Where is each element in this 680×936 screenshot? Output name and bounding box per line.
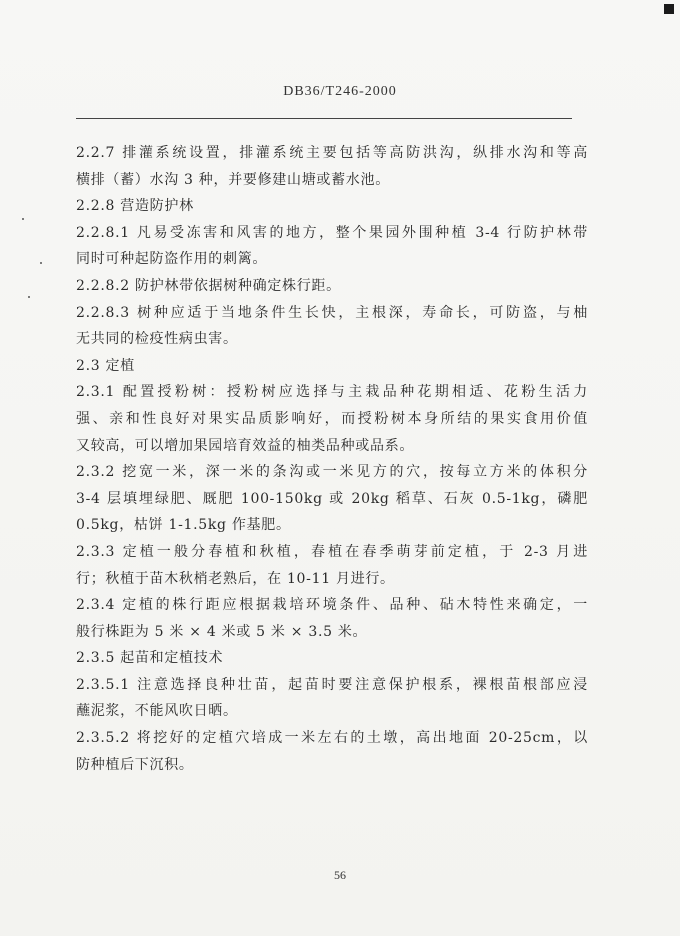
scan-speck bbox=[28, 296, 30, 298]
text-line: 2.3.5 起苗和定植技术 bbox=[76, 650, 224, 667]
text-line: 2.3.5.2 将挖好的定植穴培成一米左右的土墩，高出地面 20-25cm，以 bbox=[76, 730, 588, 747]
text-line: 2.3.4 定植的株行距应根据栽培环境条件、品种、砧木特性来确定，一 bbox=[76, 597, 588, 614]
text-line: 0.5kg，枯饼 1-1.5kg 作基肥。 bbox=[76, 517, 291, 534]
text-line: 2.2.8.1 凡易受冻害和风害的地方，整个果园外围种植 3-4 行防护林带 bbox=[76, 224, 588, 241]
text-line: 防种植后下沉积。 bbox=[76, 756, 194, 773]
text-line: 2.2.7 排灌系统设置，排灌系统主要包括等高防洪沟，纵排水沟和等高 bbox=[76, 145, 588, 161]
text-line: 2.2.8.3 树种应适于当地条件生长快，主根深，寿命长，可防盗，与柚 bbox=[76, 304, 588, 321]
page-number: 56 bbox=[334, 868, 346, 882]
text-line: 2.3.2 挖宽一米，深一米的条沟或一米见方的穴，按每立方米的体积分 bbox=[76, 464, 588, 481]
scan-speck bbox=[22, 218, 24, 220]
scan-speck bbox=[40, 262, 42, 264]
document-header: DB36/T246-2000 bbox=[283, 84, 397, 99]
text-line: 般行株距为 5 米 × 4 米或 5 米 × 3.5 米。 bbox=[76, 623, 368, 640]
text-line: 2.2.8 营造防护林 bbox=[76, 198, 194, 215]
text-line: 无共同的检疫性病虫害。 bbox=[76, 331, 238, 348]
scan-corner-mark bbox=[664, 4, 674, 14]
text-line: 蘸泥浆，不能风吹日晒。 bbox=[76, 703, 238, 720]
header-rule bbox=[76, 118, 572, 119]
text-line: 同时可种起防盗作用的刺篱。 bbox=[76, 251, 268, 268]
text-line: 2.3.5.1 注意选择良种壮苗，起苗时要注意保护根系，裸根苗根部应浸 bbox=[76, 676, 588, 693]
text-line: 行；秋植于苗木秋梢老熟后，在 10-11 月进行。 bbox=[76, 570, 395, 587]
text-line: 又较高，可以增加果园培育效益的柚类品种或品系。 bbox=[76, 437, 415, 454]
text-line: 2.3.3 定植一般分春植和秋植，春植在春季萌芽前定植，于 2-3 月进 bbox=[76, 543, 588, 560]
text-line: 3-4 层填埋绿肥、厩肥 100-150kg 或 20kg 稻草、石灰 0.5-1kg，磷肥 bbox=[76, 490, 588, 507]
document-body bbox=[76, 140, 588, 778]
text-line: 2.3.1 配置授粉树：授粉树应选择与主栽品种花期相适、花粉生活力 bbox=[76, 384, 588, 401]
text-line: 2.2.8.2 防护林带依据树种确定株行距。 bbox=[76, 277, 341, 294]
text-line: 2.3 定植 bbox=[76, 357, 135, 374]
text-line: 强、亲和性良好对果实品质影响好，而授粉树本身所结的果实食用价值 bbox=[76, 410, 588, 427]
text-line: 横排（蓄）水沟 3 种，并要修建山塘或蓄水池。 bbox=[76, 171, 390, 188]
